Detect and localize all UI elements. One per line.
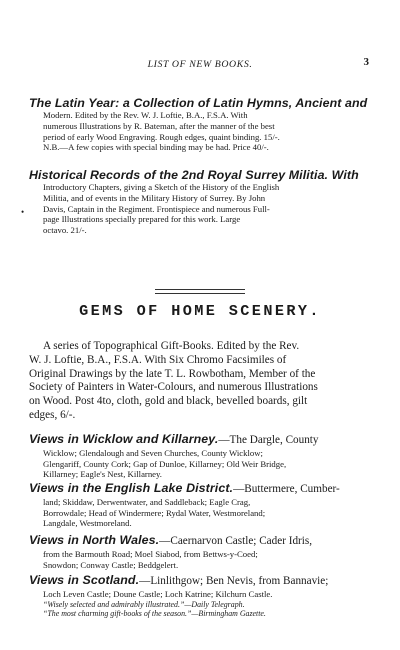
- view-title: Views in Scotland.: [29, 573, 140, 587]
- view-description: [29, 448, 371, 480]
- view-line: land; Skiddaw, Derwentwater, and Saddleback; Eagle Crag,: [43, 496, 251, 507]
- view-entry-scotland: [29, 573, 371, 619]
- view-line: Borrowdale; Head of Windermere; Rydal Water, Westmoreland;: [43, 507, 266, 518]
- view-description: [29, 497, 371, 529]
- book-entry-surrey-militia: [29, 168, 371, 236]
- view-entry-wicklow: [29, 432, 371, 480]
- page-number: 3: [363, 56, 369, 68]
- description-line: numerous Illustrations by R. Bateman, after the manner of the best: [43, 120, 275, 131]
- description-line: Modern. Edited by the Rev. W. J. Loftie, B.A., F.S.A. With: [43, 110, 248, 120]
- intro-line: Society of Painters in Water-Colours, and numerous Illustrations: [29, 381, 318, 394]
- view-first-line: —Caernarvon Castle; Cader Idris,: [159, 535, 313, 547]
- view-line: Loch Leven Castle; Doune Castle; Loch Katrine; Kilchurn Castle.: [43, 588, 273, 599]
- view-entry-north-wales: [29, 533, 371, 570]
- intro-line: W. J. Loftie, B.A., F.S.A. With Six Chromo Facsimiles of: [29, 353, 287, 366]
- description-line: Davis, Captain in the Regiment. Frontispiece and numerous Full-: [43, 203, 270, 214]
- view-line: from the Barmouth Road; Moel Siabod, from Bettws-y-Coed;: [43, 548, 258, 559]
- press-quote: “Wisely selected and admirably illustrated.”—Daily Telegraph.: [43, 599, 245, 609]
- press-quotes: [29, 600, 371, 620]
- view-heading-line: [29, 432, 371, 448]
- view-title: Views in North Wales.: [29, 533, 160, 547]
- book-description: [29, 110, 371, 153]
- description-line: octavo. 21/-.: [43, 225, 87, 236]
- margin-mark: •: [21, 207, 25, 217]
- view-first-line: —The Dargle, County: [218, 434, 319, 446]
- description-line: page Illustrations specially prepared for this work. Large: [43, 214, 241, 225]
- running-header: [29, 57, 371, 71]
- view-title: Views in the English Lake District.: [29, 481, 234, 495]
- intro-line: on Wood. Post 4to, cloth, gold and black, bevelled boards, gilt: [29, 395, 308, 408]
- intro-line: Original Drawings by the late T. L. Rowbotham, Member of the: [29, 367, 316, 380]
- description-line: period of early Wood Engraving. Rough edges, quaint binding. 15/-.: [43, 131, 280, 142]
- book-entry-latin-year: [29, 96, 371, 153]
- section-title: GEMS OF HOME SCENERY.: [79, 302, 321, 320]
- page-header-title: LIST OF NEW BOOKS.: [147, 58, 253, 70]
- view-description: [29, 549, 371, 571]
- intro-line: edges, 6/-.: [29, 408, 76, 421]
- description-line: Introductory Chapters, giving a Sketch of the History of the English: [43, 182, 280, 192]
- view-first-line: —Linlithgow; Ben Nevis, from Bannavie;: [139, 575, 329, 587]
- description-line: Militia, and of events in the Military History of Surrey. By John: [43, 192, 266, 203]
- view-line: Killarney; Eagle's Nest, Killarney.: [43, 469, 162, 480]
- view-line: Snowdon; Conway Castle; Beddgelert.: [43, 559, 179, 570]
- view-description: [29, 589, 371, 600]
- view-title: Views in Wicklow and Killarney.: [29, 432, 219, 446]
- view-heading-line: [29, 533, 371, 549]
- view-heading-line: [29, 573, 371, 589]
- book-title: Historical Records of the 2nd Royal Surrey Militia. With: [29, 168, 359, 182]
- press-quote: “The most charming gift-books of the season.”—Birmingham Gazette.: [43, 609, 266, 619]
- divider-rule: [155, 289, 245, 290]
- view-entry-lake-district: [29, 481, 371, 529]
- book-description: [29, 182, 371, 236]
- view-first-line: —Buttermere, Cumber-: [233, 483, 340, 495]
- view-line: Wicklow; Glendalough and Seven Churches, County Wicklow;: [43, 447, 263, 458]
- intro-line: A series of Topographical Gift-Books. Edited by the Rev.: [43, 340, 300, 352]
- book-title: The Latin Year: a Collection of Latin Hymns, Ancient and: [29, 96, 368, 110]
- divider-rule: [155, 293, 245, 294]
- view-heading-line: [29, 481, 371, 497]
- view-line: Langdale, Westmoreland.: [43, 518, 132, 529]
- section-intro: [29, 340, 371, 423]
- view-line: Glengariff, County Cork; Gap of Dunloe, Killarney; Old Weir Bridge,: [43, 458, 287, 469]
- description-line: N.B.—A few copies with special binding may be had. Price 40/-.: [43, 142, 269, 153]
